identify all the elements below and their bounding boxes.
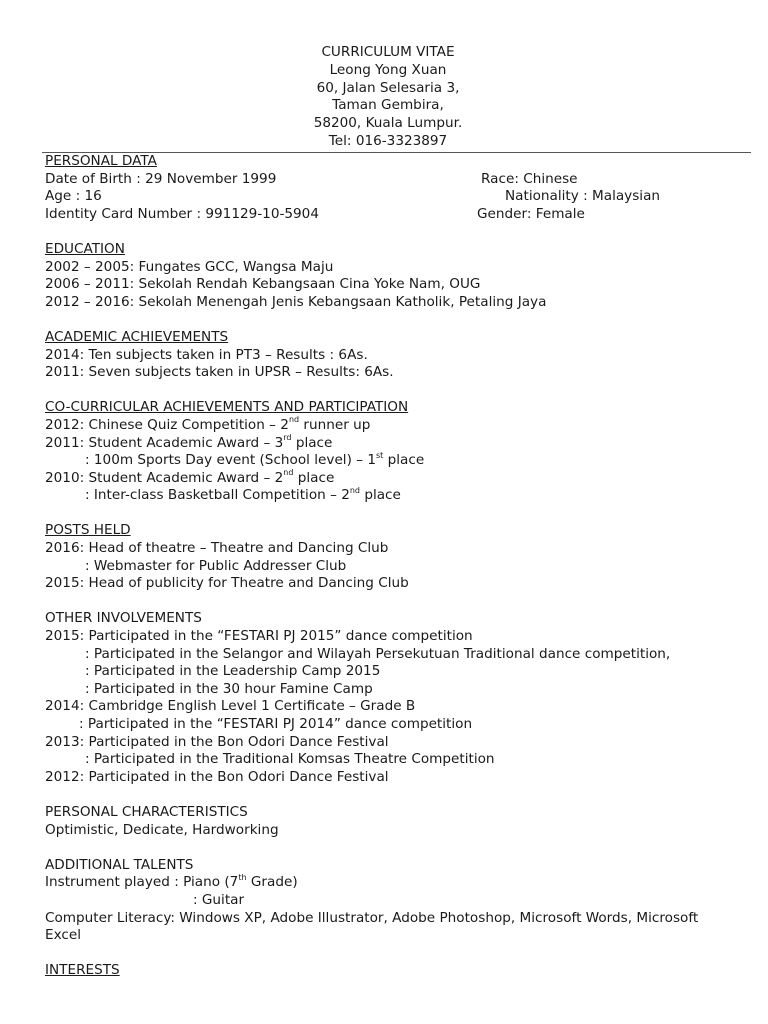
cocurricular-text: place	[360, 487, 401, 504]
personal-row-1	[45, 171, 745, 189]
ordinal-suffix: th	[238, 872, 247, 882]
section-heading-involvements: OTHER INVOLVEMENTS	[45, 610, 202, 627]
applicant-name: Leong Yong Xuan	[329, 61, 447, 78]
cocurricular-text: place	[291, 434, 333, 451]
involvement-item: : Participated in the Traditional Komsas Theatre Competition	[85, 751, 495, 768]
cocurricular-item	[45, 452, 745, 470]
involvement-item: : Participated in the 30 hour Famine Camp	[85, 680, 373, 697]
spacer	[45, 311, 745, 329]
spacer	[45, 786, 745, 804]
ordinal-suffix: rd	[283, 432, 292, 442]
post-item: 2016: Head of theatre – Theatre and Dancing Club	[45, 540, 389, 557]
cocurricular-text: 2011: Student Academic Award – 3	[45, 434, 284, 451]
involvement-item: 2012: Participated in the Bon Odori Dance Festival	[45, 768, 389, 785]
cv-body	[45, 153, 745, 980]
personal-row-2	[45, 188, 745, 206]
talent-item: : Guitar	[193, 891, 245, 908]
academic-item: 2014: Ten subjects taken in PT3 – Results : 6As.	[45, 346, 368, 363]
section-heading-posts: POSTS HELD	[45, 522, 131, 539]
talent-item	[45, 874, 745, 892]
computer-literacy: Computer Literacy: Windows XP, Adobe Illustrator, Adobe Photoshop, Microsoft Words, Microsoft Excel	[45, 909, 699, 944]
cocurricular-text: place	[383, 452, 425, 469]
cocurricular-text: : Inter-class Basketball Competition – 2	[85, 487, 350, 504]
nationality: Nationality : Malaysian	[505, 188, 661, 205]
cocurricular-text: 2012: Chinese Quiz Competition – 2	[45, 416, 289, 433]
date-of-birth: Date of Birth : 29 November 1999	[45, 170, 277, 187]
race: Race: Chinese	[481, 170, 578, 187]
involvement-item: : Participated in the Selangor and Wilayah Persekutuan Traditional dance competition,	[85, 645, 671, 662]
address-line-1: 60, Jalan Selesaria 3,	[316, 79, 460, 96]
spacer	[45, 593, 745, 611]
talent-text: Grade)	[246, 874, 298, 891]
ordinal-suffix: nd	[349, 485, 360, 495]
post-item: : Webmaster for Public Addresser Club	[85, 557, 347, 574]
document-title: CURRICULUM VITAE	[321, 44, 455, 60]
involvement-item: : Participated in the Leadership Camp 2015	[85, 663, 381, 680]
personal-row-3	[45, 206, 745, 224]
address-line-2: Taman Gembira,	[332, 97, 444, 114]
identity-card-number: Identity Card Number : 991129-10-5904	[45, 205, 319, 222]
section-heading-interests: INTERESTS	[45, 962, 120, 979]
ordinal-suffix: nd	[283, 468, 294, 478]
section-heading-talents: ADDITIONAL TALENTS	[45, 856, 194, 873]
telephone: Tel: 016-3323897	[328, 132, 448, 149]
cocurricular-item	[45, 432, 745, 453]
cocurricular-item	[45, 487, 745, 505]
ordinal-suffix: st	[375, 450, 384, 460]
talent-text: Instrument played : Piano (7	[45, 874, 239, 891]
section-heading-personal: PERSONAL DATA	[45, 153, 157, 169]
cv-header	[0, 44, 768, 151]
involvement-item: 2013: Participated in the Bon Odori Dance Festival	[45, 733, 389, 750]
age: Age : 16	[45, 188, 102, 205]
spacer	[45, 223, 745, 241]
section-heading-cocurricular: CO-CURRICULAR ACHIEVEMENTS AND PARTICIPATION	[45, 399, 409, 416]
section-heading-education: EDUCATION	[45, 240, 125, 257]
post-item: 2015: Head of publicity for Theatre and Dancing Club	[45, 575, 409, 592]
education-item: 2012 – 2016: Sekolah Menengah Jenis Kebangsaan Katholik, Petaling Jaya	[45, 293, 547, 310]
involvement-item: 2015: Participated in the “FESTARI PJ 2015” dance competition	[45, 628, 473, 645]
spacer	[45, 382, 745, 400]
section-heading-academic: ACADEMIC ACHIEVEMENTS	[45, 328, 229, 345]
section-heading-characteristics: PERSONAL CHARACTERISTICS	[45, 803, 248, 820]
academic-item: 2011: Seven subjects taken in UPSR – Results: 6As.	[45, 364, 394, 381]
education-item: 2006 – 2011: Sekolah Rendah Kebangsaan Cina Yoke Nam, OUG	[45, 276, 481, 293]
ordinal-suffix: nd	[288, 415, 300, 425]
cocurricular-text: : 100m Sports Day event (School level) – 1	[85, 452, 376, 469]
gender: Gender: Female	[477, 205, 585, 222]
spacer	[45, 839, 745, 857]
cocurricular-item	[45, 470, 745, 488]
spacer	[45, 945, 745, 963]
education-item: 2002 – 2005: Fungates GCC, Wangsa Maju	[45, 258, 334, 275]
cocurricular-text: place	[293, 469, 335, 486]
involvement-item: 2014: Cambridge English Level 1 Certificate – Grade B	[45, 698, 416, 715]
cocurricular-item	[45, 417, 745, 435]
spacer	[45, 505, 745, 523]
characteristics-text: Optimistic, Dedicate, Hardworking	[45, 821, 279, 838]
address-line-3: 58200, Kuala Lumpur.	[313, 115, 463, 132]
involvement-item: : Participated in the “FESTARI PJ 2014” dance competition	[79, 716, 473, 732]
cocurricular-text: runner up	[299, 416, 371, 433]
cocurricular-text: 2010: Student Academic Award – 2	[45, 469, 284, 486]
